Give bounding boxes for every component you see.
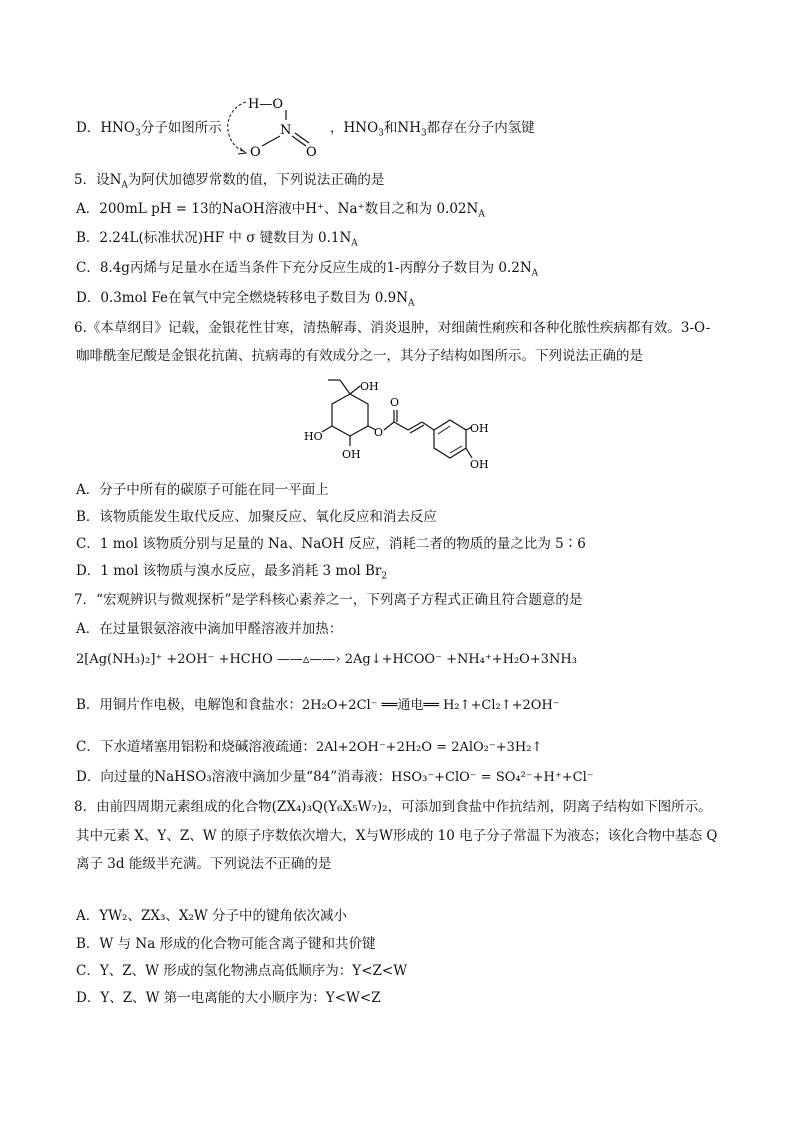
- q8-stem-line2: 其中元素 X、Y、Z、W 的原子序数依次增大，X与W形成的 10 电子分子常温下为液态；该化合物中基态 Q: [76, 828, 718, 844]
- q8-option-d: D．Y、Z、W 第一电离能的大小顺序为：Y<W<Z: [76, 990, 381, 1006]
- q7-option-d: [76, 767, 594, 788]
- q8-option-a: A．YW₂、ZX₃、X₂W 分子中的键角依次减小: [76, 908, 348, 924]
- q4-optd-text-e: 都存在分子内氢键: [426, 120, 535, 136]
- q6-option-a: A．分子中所有的碳原子可能在同一平面上: [76, 482, 329, 498]
- q8-stem-line1: 8．由前四周期元素组成的化合物(ZX₄)₃Q(Y₆X₅W₇)₂，可添加到食盐中作抗结剂，阴离子结构如下图所示。: [74, 799, 712, 815]
- q4-optd-text-b: 分子如图所示: [140, 120, 222, 136]
- q7-option-a: A．在过量银氨溶液中滴加甲醛溶液并加热：: [76, 621, 343, 637]
- struct-o-carbonyl: O: [390, 396, 400, 409]
- q5-option-c: [76, 258, 538, 284]
- q5-d-sub: A: [408, 298, 415, 309]
- q5-a-sub: A: [478, 209, 485, 220]
- q4-option-d-rest: [330, 118, 535, 144]
- q5-c-text: C．8.4g丙烯与足量水在适当条件下充分反应生成的1-丙醇分子数目为 0.2N: [76, 260, 532, 276]
- q6-stem-line1: 6.《本草纲目》记载，金银花性甘寒，清热解毒、消炎退肿，对细菌性痢疾和各种化脓性疾病都有效。3-O-: [74, 320, 711, 336]
- struct-oh-2: OH: [342, 448, 361, 461]
- q5-c-sub: A: [531, 268, 539, 279]
- q7-option-b: [76, 695, 560, 716]
- q5-option-a: [76, 199, 485, 225]
- q4-optd-text-c: ，HNO: [330, 120, 379, 136]
- q5-option-b: [76, 228, 358, 254]
- q8-option-c: C．Y、Z、W 形成的氢化物沸点高低顺序为：Y<Z<W: [76, 963, 408, 979]
- hno3-structure-diagram: [220, 92, 330, 162]
- q5-d-text: D．0.3mol Fe在氧气中完全燃烧转移电子数目为 0.9N: [76, 290, 409, 306]
- q4-optd-text-d: 和NH: [383, 120, 421, 136]
- q7-b-equation: 2H₂O+2Cl⁻ ══通电══ H₂↑+Cl₂↑+2OH⁻: [301, 698, 560, 713]
- q5-stem-b: 为阿伏加德罗常数的值，下列说法正确的是: [127, 172, 385, 188]
- q7-d-equation: HSO₃⁻+ClO⁻ = SO₄²⁻+H⁺+Cl⁻: [391, 770, 594, 785]
- struct-oh-4: OH: [470, 458, 489, 471]
- q7-d-text: D．向过量的NaHSO₃溶液中滴加少量“84”消毒液：: [76, 769, 392, 785]
- q4-optd-sub: 3: [134, 128, 141, 139]
- hno3-n: N: [280, 123, 292, 138]
- q5-stem-a: 5．设N: [74, 172, 122, 188]
- q5-option-d: [76, 288, 415, 314]
- struct-ho: HO: [304, 430, 323, 443]
- q6-d-text: D．1 mol 该物质与溴水反应，最多消耗 3 mol Br: [76, 563, 382, 579]
- hno3-o-right: O: [306, 145, 317, 160]
- q7-option-c: [76, 737, 542, 758]
- q6-option-d: [76, 561, 387, 587]
- q5-a-text: A．200mL pH = 13的NaOH溶液中H⁺、Na⁺数目之和为 0.02N: [76, 201, 479, 217]
- struct-o-ester: O: [374, 426, 384, 439]
- q7-c-equation: 2Al+2OH⁻+2H₂O = 2AlO₂⁻+3H₂↑: [315, 740, 543, 755]
- q7-c-text: C．下水道堵塞用铝粉和烧碱溶液疏通：: [76, 739, 316, 755]
- q6-d-sub: 2: [381, 571, 388, 582]
- q6-option-c: C．1 mol 该物质分别与足量的 Na、NaOH 反应，消耗二者的物质的量之比为 5∶6: [76, 536, 586, 552]
- q7-b-text: B．用铜片作电极，电解饱和食盐水：: [76, 697, 302, 713]
- struct-oh-1: OH: [360, 380, 379, 393]
- q7-stem: 7．“宏观辨识与微观探析”是学科核心素养之一，下列离子方程式正确且符合题意的是: [74, 592, 583, 608]
- hno3-h-o: H—O: [248, 97, 283, 112]
- q5-stem-sub: A: [121, 180, 128, 191]
- q7-option-a-equation: 2[Ag(NH₃)₂]⁺ +2OH⁻ +HCHO ——▵——› 2Ag↓+HCOO⁻ +NH₄⁺+H₂O+3NH₃: [76, 652, 577, 667]
- q4-optd-text-a: D．HNO: [76, 120, 135, 136]
- q4-option-d: [76, 118, 222, 144]
- q5-stem: [74, 170, 384, 196]
- hno3-o-left: O: [250, 145, 261, 160]
- q8-stem-line3: 离子 3d 能级半充满。下列说法不正确的是: [76, 856, 332, 872]
- caffeoylquinic-acid-structure: [300, 372, 500, 476]
- q6-option-b: B．该物质能发生取代反应、加聚反应、氧化反应和消去反应: [76, 509, 437, 525]
- q5-b-text: B．2.24L(标准状况)HF 中 σ 键数目为 0.1N: [76, 230, 352, 246]
- q5-b-sub: A: [351, 238, 358, 249]
- q8-option-b: B．W 与 Na 形成的化合物可能含离子键和共价键: [76, 936, 376, 952]
- struct-oh-3: OH: [470, 422, 489, 435]
- q4-optd-sub-2: 3: [378, 128, 384, 139]
- q4-optd-sub-3: 3: [420, 128, 427, 139]
- q6-stem-line2: 咖啡酰奎尼酸是金银花抗菌、抗病毒的有效成分之一，其分子结构如图所示。下列说法正确的是: [76, 348, 643, 364]
